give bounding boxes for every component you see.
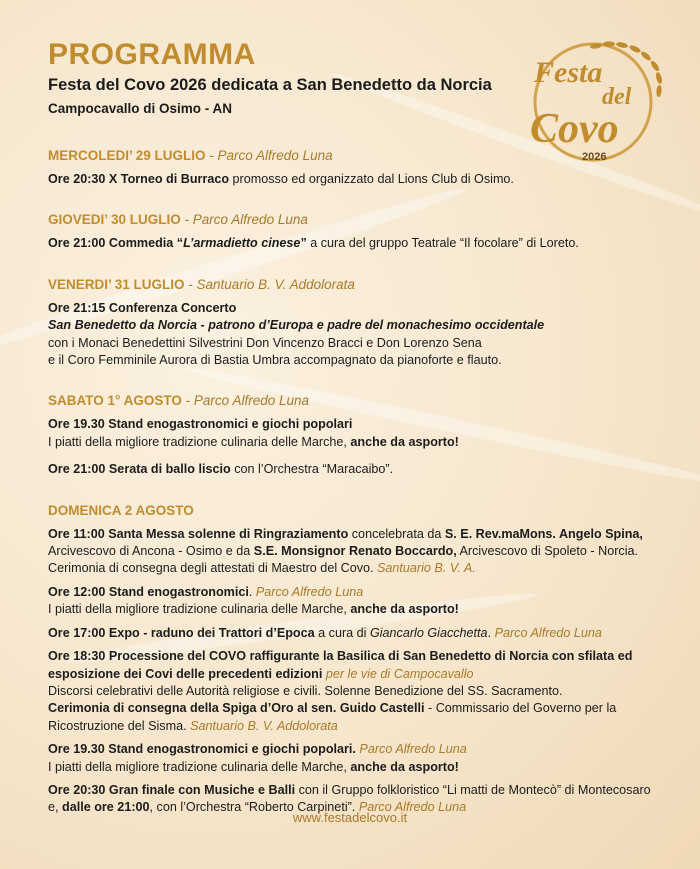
day-venue: Santuario B. V. Addolorata (196, 276, 355, 292)
day-block (48, 146, 658, 188)
event-location: Campocavallo di Osimo - AN (48, 101, 233, 116)
day-block (48, 210, 658, 252)
logo-year-text: 2026 (582, 151, 607, 163)
event-text: a cura di (314, 625, 370, 640)
takeaway-note: anche da asporto! (350, 759, 459, 774)
event-text (48, 434, 658, 451)
takeaway-note: anche da asporto! (350, 434, 459, 449)
event-text: con i Monaci Benedettini Silvestrini Don Vincenzo Bracci e Don Lorenzo Sena (48, 335, 482, 350)
event-text: Arcivescovo di Spoleto - Norcia. Cerimonia di consegna degli attestati di Maestro del Covo. (48, 544, 639, 576)
event-text: con il Gruppo folkloristico “Li matti de Montecò” di Montecosaro e, (48, 782, 651, 815)
event-title: Ore 17:00 Expo - raduno dei Trattori d’Epoca (48, 625, 315, 640)
event-item (48, 300, 658, 370)
event-item (48, 625, 658, 642)
day-block (48, 501, 658, 817)
event-title: Ore 11:00 Santa Messa solenne di Ringraziamento (48, 526, 349, 541)
event-title: Ore 20:30 Gran finale con Musiche e Balli (48, 782, 296, 797)
day-venue: Parco Alfredo Luna (192, 212, 308, 228)
event-item (48, 526, 658, 578)
logo-del-text: del (602, 84, 632, 110)
event-item (48, 235, 658, 252)
event-text-part: I piatti della migliore tradizione culinaria delle Marche, (48, 434, 351, 449)
event-venue: Parco Alfredo Luna (358, 800, 467, 815)
date-separator: - (181, 393, 194, 409)
date-separator: - (205, 148, 218, 163)
event-text: Arcivescovo di Ancona - Osimo e da (48, 544, 254, 559)
day-header (48, 501, 658, 520)
event-quote-close: ” (300, 236, 307, 251)
organizer-name: Giancarlo Giacchetta (369, 625, 488, 640)
page-title: PROGRAMMA (48, 38, 256, 71)
logo-festa-text: Festa (534, 56, 603, 89)
event-text: con l’Orchestra “Maracaibo”. (230, 462, 394, 477)
day-header (48, 210, 658, 229)
event-time: dalle ore 21:00 (62, 800, 150, 815)
event-text: e il Coro Femminile Aurora di Bastia Umbra accompagnato da pianoforte e flauto. (48, 353, 502, 368)
day-block (48, 391, 658, 478)
day-header (48, 391, 658, 410)
event-venue: Parco Alfredo Luna (355, 742, 467, 757)
event-title: Ore 19.30 Stand enogastronomici e giochi popolari (48, 417, 353, 432)
event-item (48, 416, 658, 451)
event-title: Ore 12:00 Stand enogastronomici (48, 584, 249, 599)
event-text: . (487, 625, 495, 640)
day-date: DOMENICA 2 AGOSTO (48, 502, 194, 518)
event-title: Ore 21:00 Commedia “ (48, 236, 184, 251)
event-item (48, 461, 658, 478)
event-text: , con l’Orchestra “Roberto Carpineti”. (149, 800, 359, 815)
event-item (48, 648, 658, 735)
event-subtitle: San Benedetto da Norcia - patrono d’Europa e padre del monachesimo occidentale (48, 318, 545, 333)
date-separator: - (180, 212, 193, 228)
event-venue: Parco Alfredo Luna (255, 584, 364, 599)
event-item (48, 171, 658, 188)
logo-covo-text: Covo (530, 106, 619, 152)
event-item (48, 584, 658, 619)
celebrant-name: S.E. Monsignor Renato Boccardo, (253, 544, 457, 559)
day-date: MERCOLEDI’ 29 LUGLIO (48, 148, 206, 163)
event-item (48, 741, 658, 776)
event-venue: per le vie di Campocavallo (322, 666, 474, 681)
event-title: Cerimonia di consegna della Spiga d’Oro al sen. Guido Castelli (48, 701, 425, 716)
event-title: Ore 20:30 X Torneo di Burraco (48, 172, 230, 186)
event-text: Discorsi celebrativi delle Autorità religiose e civili. Solenne Benedizione del SS. Sacramento. (48, 683, 563, 698)
event-title: Ore 21:15 Conferenza Concerto (48, 300, 237, 315)
event-venue: Santuario B. V. A. (377, 561, 476, 576)
day-date: GIOVEDI’ 30 LUGLIO (48, 212, 181, 228)
event-text: concelebrata da (348, 526, 445, 541)
celebrant-name: S. E. Rev.maMons. Angelo Spina, (444, 526, 643, 541)
day-date: VENERDI’ 31 LUGLIO (48, 276, 185, 292)
date-separator: - (184, 276, 197, 292)
day-header (48, 146, 658, 165)
event-text: . (248, 584, 256, 599)
takeaway-note: anche da asporto! (350, 602, 459, 617)
website-link[interactable]: www.festadelcovo.it (292, 810, 408, 825)
day-venue: Parco Alfredo Luna (217, 148, 333, 163)
event-play-title: L’armadietto cinese (183, 236, 301, 251)
day-venue: Parco Alfredo Luna (193, 393, 309, 409)
event-venue: Parco Alfredo Luna (494, 625, 602, 640)
event-text: - Commissario del Governo per la Ricostruzione del Sisma. (48, 701, 617, 733)
event-text: a cura del gruppo Teatrale “Il focolare” di Loreto. (306, 236, 579, 251)
day-date: SABATO 1° AGOSTO (48, 393, 182, 409)
day-header (48, 275, 658, 294)
event-text: promosso ed organizzato dal Lions Club di Osimo. (229, 172, 514, 186)
event-title: Ore 21:00 Serata di ballo liscio (48, 462, 231, 477)
day-block (48, 275, 658, 370)
event-title: Ore 18:30 Processione del COVO raffigurante la Basilica di San Benedetto di Norcia con sfilata ed esposizione dei Covi delle precedenti edizioni (48, 649, 633, 681)
event-title: Ore 19.30 Stand enogastronomici e giochi popolari. (48, 742, 356, 757)
page-subtitle: Festa del Covo 2026 dedicata a San Benedetto da Norcia (48, 76, 492, 94)
programme (48, 38, 658, 817)
event-venue: Santuario B. V. Addolorata (190, 718, 338, 733)
event-text: I piatti della migliore tradizione culinaria delle Marche, (48, 759, 351, 774)
event-text: I piatti della migliore tradizione culinaria delle Marche, (48, 602, 351, 617)
